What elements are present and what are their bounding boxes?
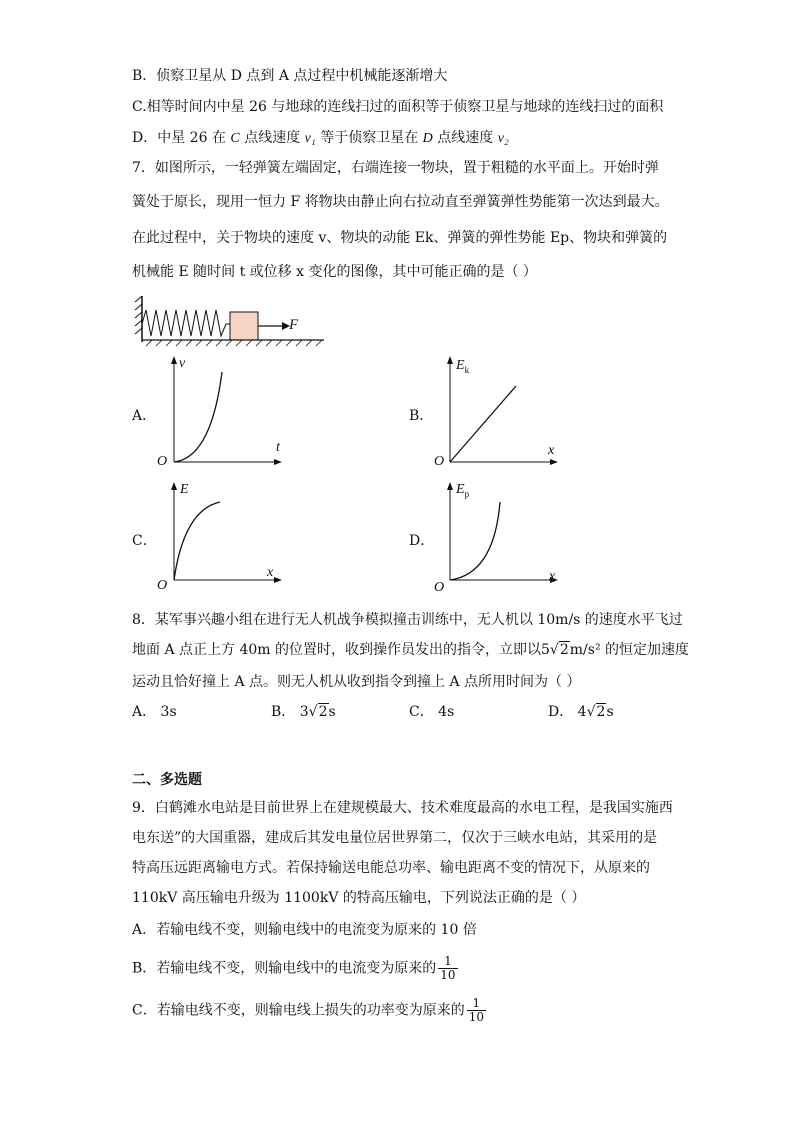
graph-c-xlabel: x: [267, 565, 274, 580]
q7-line-2: 簧处于原长，现用一恒力 F 将物块由静止向右拉动直至弹簧弹性势能第一次达到最大。: [132, 194, 669, 210]
q9-line-3: 特高压远距离输电方式。若保持输送电能总功率、输电距离不变的情况下，从原来的: [132, 860, 650, 876]
q7-line-3: 在此过程中，关于物块的速度 v、物块的动能 Ek、弹簧的弹性势能 Ep、物块和弹簧的: [132, 230, 668, 246]
section-title-multi-choice: 二、多选题: [132, 772, 202, 788]
graph-b-xlabel: x: [548, 443, 555, 458]
q8-option-d: [548, 702, 614, 722]
graph-b-x-arrow: [550, 459, 558, 465]
d-v2: v₂: [497, 131, 509, 146]
q8-option-b: [271, 702, 336, 722]
wall-hatch: [135, 296, 142, 334]
graph-c-ylabel: E: [180, 482, 189, 497]
graph-d-xlabel: x: [549, 569, 556, 584]
option-d-line: [132, 128, 509, 149]
q9-option-c-text: C．若输电线不变，则输电线上损失的功率变为原来的: [132, 1002, 465, 1019]
q9-c-frac-den: 10: [468, 1010, 484, 1024]
q9-option-b-text: B．若输电线不变，则输电线中的电流变为原来的: [132, 960, 437, 977]
spring: [142, 310, 230, 336]
q8-option-d-sqrt: √2: [586, 704, 606, 720]
graph-c-option: C．: [132, 533, 157, 549]
spring-block-figure: [132, 294, 332, 350]
d-point-d: D: [422, 131, 433, 146]
q8-option-c: C． 4s: [409, 704, 455, 720]
block: [230, 312, 258, 340]
q7-line-4: 机械能 E 随时间 t 或位移 x 变化的图像，其中可能正确的是（ ）: [132, 264, 537, 280]
graph-a-ylabel: v: [179, 356, 186, 371]
q8-option-a: A． 3s: [132, 704, 177, 720]
graph-b-option: B．: [409, 408, 434, 424]
d-v1: v₁: [304, 131, 316, 146]
q9-line-1: 9．白鹤滩水电站是目前世界上在建规模最大、技术难度最高的水电工程，是我国实施西: [132, 800, 673, 816]
graph-d-ylabel: [456, 482, 469, 499]
q9-option-c-fraction: [467, 997, 486, 1024]
q8-line-3: 运动且恰好撞上 A 点。则无人机从收到指令到撞上 A 点所用时间为（ ）: [132, 674, 581, 690]
graph-b-ylabel: [456, 358, 469, 375]
option-c-line: C.相等时间内中星 26 与地球的连线扫过的面积等于侦察卫星与地球的连线扫过的面积: [132, 99, 664, 115]
graph-a-x-arrow: [274, 459, 282, 465]
q8-option-b-unit: s: [328, 704, 336, 720]
graph-d-ylabel-sub: p: [464, 488, 470, 499]
q9-c-frac-num: 1: [467, 997, 486, 1011]
q8-accel-coef: 5: [541, 642, 550, 658]
graph-b-ylabel-sub: k: [464, 364, 470, 375]
q8-option-b-pre: B． 3: [271, 704, 309, 720]
option-b-line: B．侦察卫星从 D 点到 A 点过程中机械能逐渐增大: [132, 68, 448, 84]
graph-b-origin: O: [434, 454, 445, 469]
q9-line-2: 电东送”的大国重器，建成后其发电量位居世界第二，仅次于三峡水电站，其采用的是: [132, 830, 658, 846]
q9-option-a: A．若输电线不变，则输电线中的电流变为原来的 10 倍: [132, 922, 477, 938]
graph-a-curve: [174, 372, 222, 462]
graph-a-y-arrow: [171, 356, 177, 364]
q9-line-4: 110kV 高压输电升级为 1100kV 的特高压输电，下列说法正确的是（ ）: [132, 890, 586, 906]
q8-line-1: 8．某军事兴趣小组在进行无人机战争模拟撞击训练中，无人机以 10m/s 的速度水平飞过: [132, 612, 683, 628]
graph-c-y-arrow: [171, 482, 177, 490]
q9-option-b: [132, 955, 458, 982]
graph-c-origin: O: [157, 578, 168, 593]
q9-b-frac-den: 10: [440, 968, 456, 982]
graph-d-curve: [450, 502, 500, 580]
d-pre: D．中星 26 在: [132, 130, 226, 146]
q8-option-b-radicand: 2: [318, 704, 328, 720]
graph-a-origin: O: [157, 454, 168, 469]
graph-b-ylabel-main: E: [456, 358, 465, 373]
q9-b-frac-num: 1: [438, 955, 457, 969]
q8-option-d-pre: D． 4: [548, 704, 587, 720]
q9-option-c: [132, 997, 486, 1024]
d-mid2: 等于侦察卫星在: [320, 130, 419, 146]
graph-c-curve: [174, 502, 220, 580]
q8-accel-sqrt: √2: [549, 642, 569, 658]
graph-d-option: D．: [409, 533, 435, 549]
q7-line-1: 7．如图所示，一轻弹簧左端固定，右端连接一物块，置于粗糙的水平面上。开始时弹: [132, 160, 659, 176]
q8-option-b-sqrt: √2: [308, 704, 328, 720]
graph-a-xlabel: t: [276, 440, 280, 455]
graph-b-y-arrow: [447, 356, 453, 364]
q9-option-b-fraction: [438, 955, 457, 982]
q8-line-2a: 地面 A 点正上方 40m 的位置时，收到操作员发出的指令，立即以: [132, 642, 541, 658]
d-mid3: 点线速度: [437, 130, 494, 146]
graph-c-x-arrow: [274, 577, 282, 583]
force-label: F: [289, 317, 299, 333]
graph-a-option: A．: [132, 408, 157, 424]
q8-line-2d: m/s² 的恒定加速度: [569, 642, 690, 658]
d-mid1: 点线速度: [244, 130, 301, 146]
q8-accel-radicand: 2: [559, 642, 569, 658]
d-point-c: C: [230, 131, 240, 146]
graph-d-y-arrow: [447, 482, 453, 490]
graph-b-line: [450, 386, 516, 462]
q8-line-2: [132, 640, 689, 660]
q8-option-d-radicand: 2: [596, 704, 606, 720]
graph-d-origin: O: [434, 580, 445, 595]
q8-option-d-unit: s: [606, 704, 614, 720]
ground-hatch: [146, 340, 322, 346]
graph-d-ylabel-main: E: [456, 482, 465, 497]
